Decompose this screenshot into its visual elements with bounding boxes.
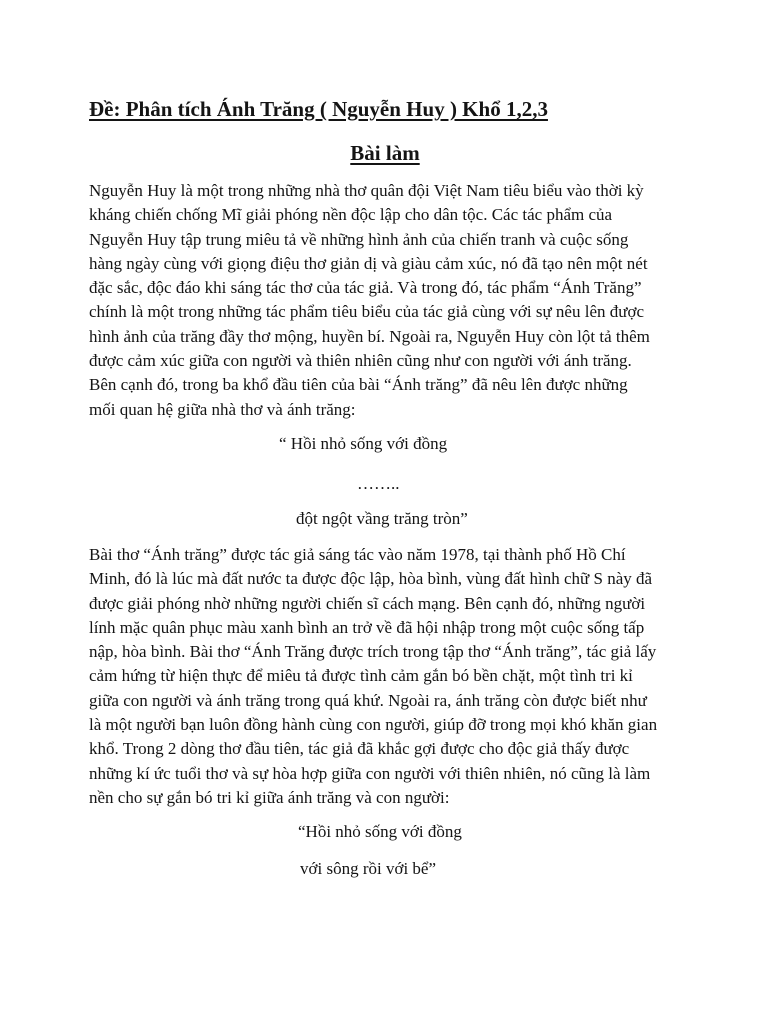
paragraph-intro [89,179,689,422]
paragraph-line: Nguyễn Huy tập trung miêu tả về những hình ảnh của chiến tranh và cuộc sống [89,229,629,249]
verse-line: “Hồi nhỏ sống với đồng [298,822,462,841]
paragraph-line: mối quan hệ giữa nhà thơ và ánh trăng: [89,399,356,419]
document-subtitle [0,139,768,167]
paragraph-line: được cảm xúc giữa con người và thiên nhiên cũng như con người với ánh trăng. [89,351,632,371]
paragraph-line: là một người bạn luôn đồng hành cùng con người, giúp đỡ trong mọi khó khăn gian [89,715,658,735]
paragraph-line: cảm hứng từ hiện thực để miêu tả được tình cảm gắn bó bền chặt, một tình tri kỉ [89,666,633,686]
subtitle-text: Bài làm [350,141,420,165]
paragraph-line: hình ảnh của trăng đầy thơ mộng, huyền bí. Ngoài ra, Nguyễn Huy còn lột tả thêm [89,326,650,346]
paragraph-line: nền cho sự gắn bó tri kỉ giữa ánh trăng và con người: [89,787,450,807]
verse-line: “ Hồi nhỏ sống với đồng [279,434,448,453]
paragraph-line: những kí ức tuổi thơ và sự hòa hợp giữa con người với thiên nhiên, nó cũng là làm [89,763,651,783]
paragraph-analysis [89,543,689,810]
document-title: Đề: Phân tích Ánh Trăng ( Nguyễn Huy ) Khổ 1,2,3 [89,97,548,121]
paragraph-line: hàng ngày cùng với giọng điệu thơ giản dị và giàu cảm xúc, nó đã tạo nên một nét [89,253,648,273]
paragraph-line: đặc sắc, độc đáo khi sáng tác thơ của tác giả. Và trong đó, tác phẩm “Ánh Trăng” [89,278,642,298]
paragraph-line: Bên cạnh đó, trong ba khổ đầu tiên của bài “Ánh trăng” đã nêu lên được những [89,375,628,395]
verse-line: với sông rồi với bể” [300,859,437,878]
paragraph-line: khổ. Trong 2 dòng thơ đầu tiên, tác giả đã khắc gợi được cho độc giả thấy được [89,739,630,759]
verse-ellipsis: …….. [357,474,400,493]
paragraph-line: Bài thơ “Ánh trăng” được tác giả sáng tác vào năm 1978, tại thành phố Hồ Chí [89,545,626,564]
paragraph-line: được giải phóng nhờ những người chiến sĩ cách mạng. Bên cạnh đó, những người [89,593,646,613]
paragraph-line: chính là một trong những tác phẩm tiêu biểu của tác giả cùng với sự nêu lên được [89,302,644,322]
paragraph-line: nập, hòa bình. Bài thơ “Ánh Trăng được trích trong tập thơ “Ánh trăng”, tác giả lấy [89,642,657,662]
paragraph-line: lính mặc quân phục màu xanh bình an trở về đã hội nhập trong một cuộc sống tấp [89,617,645,637]
paragraph-line: kháng chiến chống Mĩ giải phóng nền độc lập cho dân tộc. Các tác phẩm của [89,205,613,225]
paragraph-line: Nguyễn Huy là một trong những nhà thơ quân đội Việt Nam tiêu biểu vào thời kỳ [89,181,644,200]
paragraph-line: giữa con người và ánh trăng trong quá khứ. Ngoài ra, ánh trăng còn được biết như [89,690,647,710]
verse-line: đột ngột vầng trăng tròn” [296,509,468,528]
paragraph-line: Minh, đó là lúc mà đất nước ta được độc lập, hòa bình, vùng đất hình chữ S này đã [89,569,653,589]
